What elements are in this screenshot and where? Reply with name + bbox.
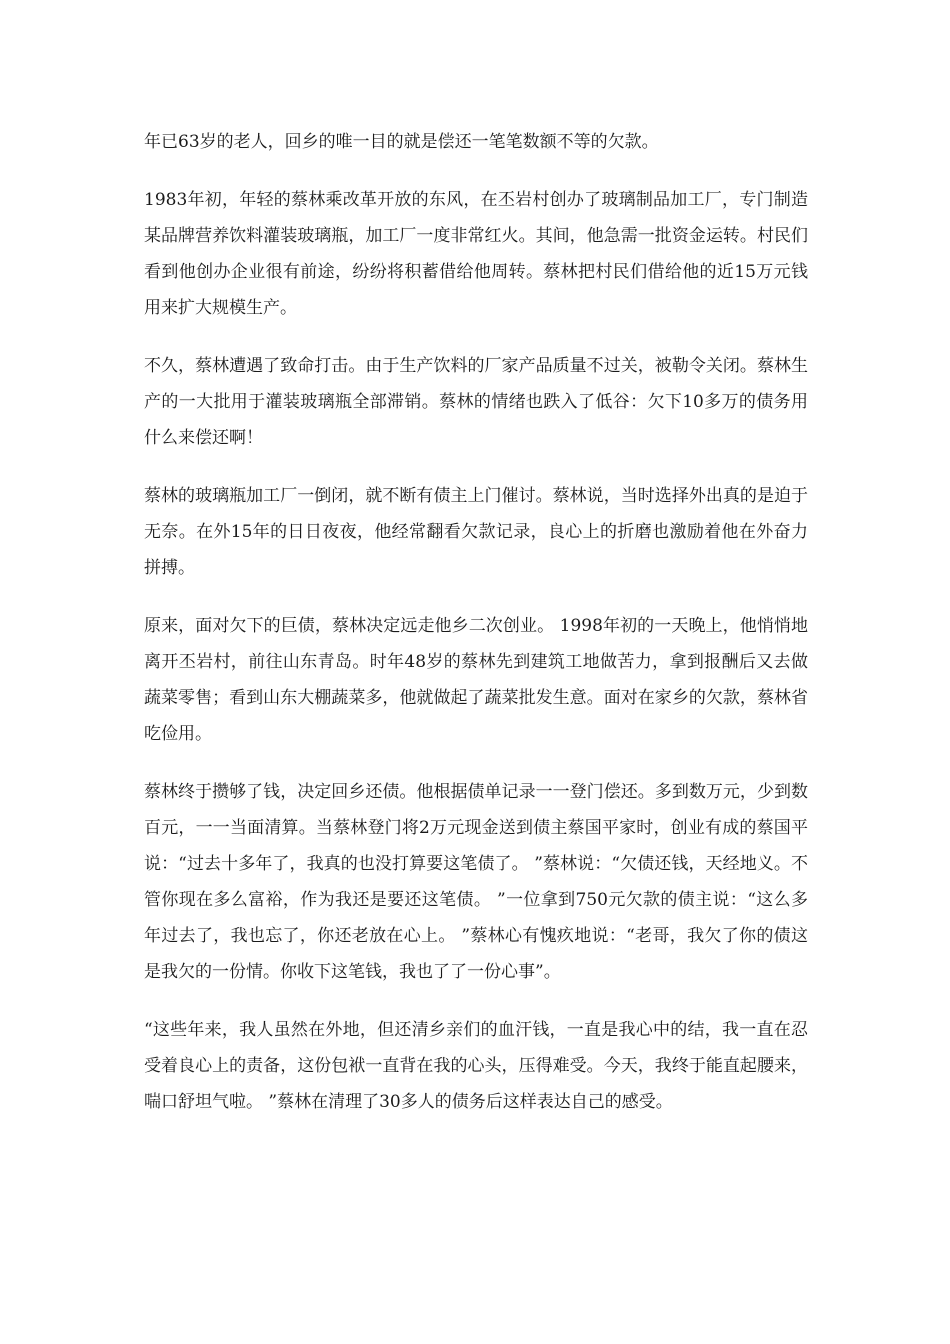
paragraph-5: 原来，面对欠下的巨债，蔡林决定远走他乡二次创业。 1998年初的一天晚上，他悄悄地离开丕岩村，前往山东青岛。时年48岁的蔡林先到建筑工地做苦力，拿到报酬后又去做蔬菜零售；看到山东大棚蔬菜多，他就做起了蔬菜批发生意。面对在家乡的欠款，蔡林省吃俭用。: [144, 616, 808, 744]
paragraph-4: 蔡林的玻璃瓶加工厂一倒闭，就不断有债主上门催讨。蔡林说，当时选择外出真的是迫于无奈。在外15年的日日夜夜，他经常翻看欠款记录，良心上的折磨也激励着他在外奋力拼搏。: [144, 486, 808, 578]
paragraph-3: 不久，蔡林遭遇了致命打击。由于生产饮料的厂家产品质量不过关，被勒令关闭。蔡林生产的一大批用于灌装玻璃瓶全部滞销。蔡林的情绪也跌入了低谷：欠下10多万的债务用什么来偿还啊！: [144, 356, 808, 448]
paragraph-6: 蔡林终于攒够了钱，决定回乡还债。他根据债单记录一一登门偿还。多到数万元，少到数百元，一一当面清算。当蔡林登门将2万元现金送到债主蔡国平家时，创业有成的蔡国平说：“过去十多年了，我真的也没打算要这笔债了。 ”蔡林说：“欠债还钱，天经地义。不管你现在多么富裕，作为我还是要还这笔债。 ”一位拿到750元欠款的债主说：“这么多年过去了，我也忘了，你还老放在心上。 ”蔡林心有愧疚地说：“老哥，我欠了你的债这是我欠的一份情。你收下这笔钱，我也了了一份心事”。: [144, 782, 808, 982]
paragraph-2: 1983年初，年轻的蔡林乘改革开放的东风，在丕岩村创办了玻璃制品加工厂，专门制造某品牌营养饮料灌装玻璃瓶，加工厂一度非常红火。其间，他急需一批资金运转。村民们看到他创办企业很有前途，纷纷将积蓄借给他周转。蔡林把村民们借给他的近15万元钱用来扩大规模生产。: [144, 190, 808, 318]
paragraph-1: 年已63岁的老人，回乡的唯一目的就是偿还一笔笔数额不等的欠款。: [144, 132, 659, 152]
article-body: [144, 124, 808, 1142]
paragraph-7: “这些年来，我人虽然在外地，但还清乡亲们的血汗钱，一直是我心中的结，我一直在忍受着良心上的责备，这份包袱一直背在我的心头，压得难受。今天，我终于能直起腰来，喘口舒坦气啦。 ”蔡林在清理了30多人的债务后这样表达自己的感受。: [144, 1020, 808, 1112]
